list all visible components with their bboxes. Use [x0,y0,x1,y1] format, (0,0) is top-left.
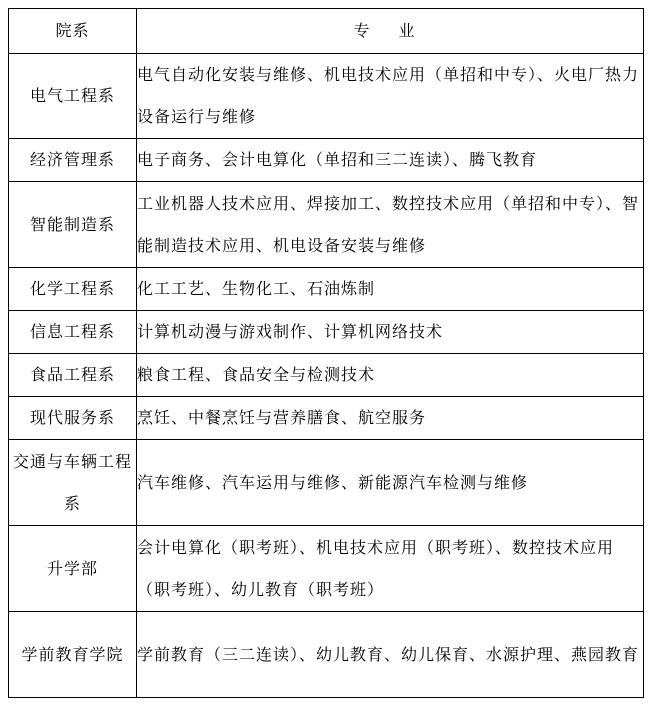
table-header-row [9,9,644,54]
table-row [9,354,644,397]
table-row [9,526,644,612]
table-row [9,440,644,526]
majors-cell: 计算机动漫与游戏制作、计算机网络技术 [137,311,644,354]
department-cell: 食品工程系 [9,354,137,397]
majors-cell: 工业机器人技术应用、焊接加工、数控技术应用（单招和中专）、智能制造技术应用、机电设备安装与维修 [137,182,644,268]
department-cell: 交通与车辆工程系 [9,440,137,526]
department-cell: 化学工程系 [9,268,137,311]
header-department: 院系 [9,9,137,54]
majors-cell: 烹饪、中餐烹饪与营养膳食、航空服务 [137,397,644,440]
department-cell: 智能制造系 [9,182,137,268]
majors-table [8,8,644,698]
majors-cell: 汽车维修、汽车运用与维修、新能源汽车检测与维修 [137,440,644,526]
table-row [9,268,644,311]
majors-cell: 电子商务、会计电算化（单招和三二连读）、腾飞教育 [137,139,644,182]
department-cell: 学前教育学院 [9,612,137,698]
majors-cell: 粮食工程、食品安全与检测技术 [137,354,644,397]
department-cell: 升学部 [9,526,137,612]
majors-cell: 会计电算化（职考班）、机电技术应用（职考班）、数控技术应用（职考班）、幼儿教育（职考班） [137,526,644,612]
department-cell: 经济管理系 [9,139,137,182]
majors-cell: 电气自动化安装与维修、机电技术应用（单招和中专）、火电厂热力设备运行与维修 [137,54,644,139]
table-row [9,54,644,139]
header-major: 专 业 [137,9,644,54]
majors-cell: 学前教育（三二连读）、幼儿教育、幼儿保育、水源护理、燕园教育 [137,612,644,698]
table-row [9,182,644,268]
table-row [9,397,644,440]
department-cell: 电气工程系 [9,54,137,139]
department-cell: 信息工程系 [9,311,137,354]
table-row [9,139,644,182]
table-row [9,311,644,354]
table-row [9,612,644,698]
majors-cell: 化工工艺、生物化工、石油炼制 [137,268,644,311]
department-cell: 现代服务系 [9,397,137,440]
